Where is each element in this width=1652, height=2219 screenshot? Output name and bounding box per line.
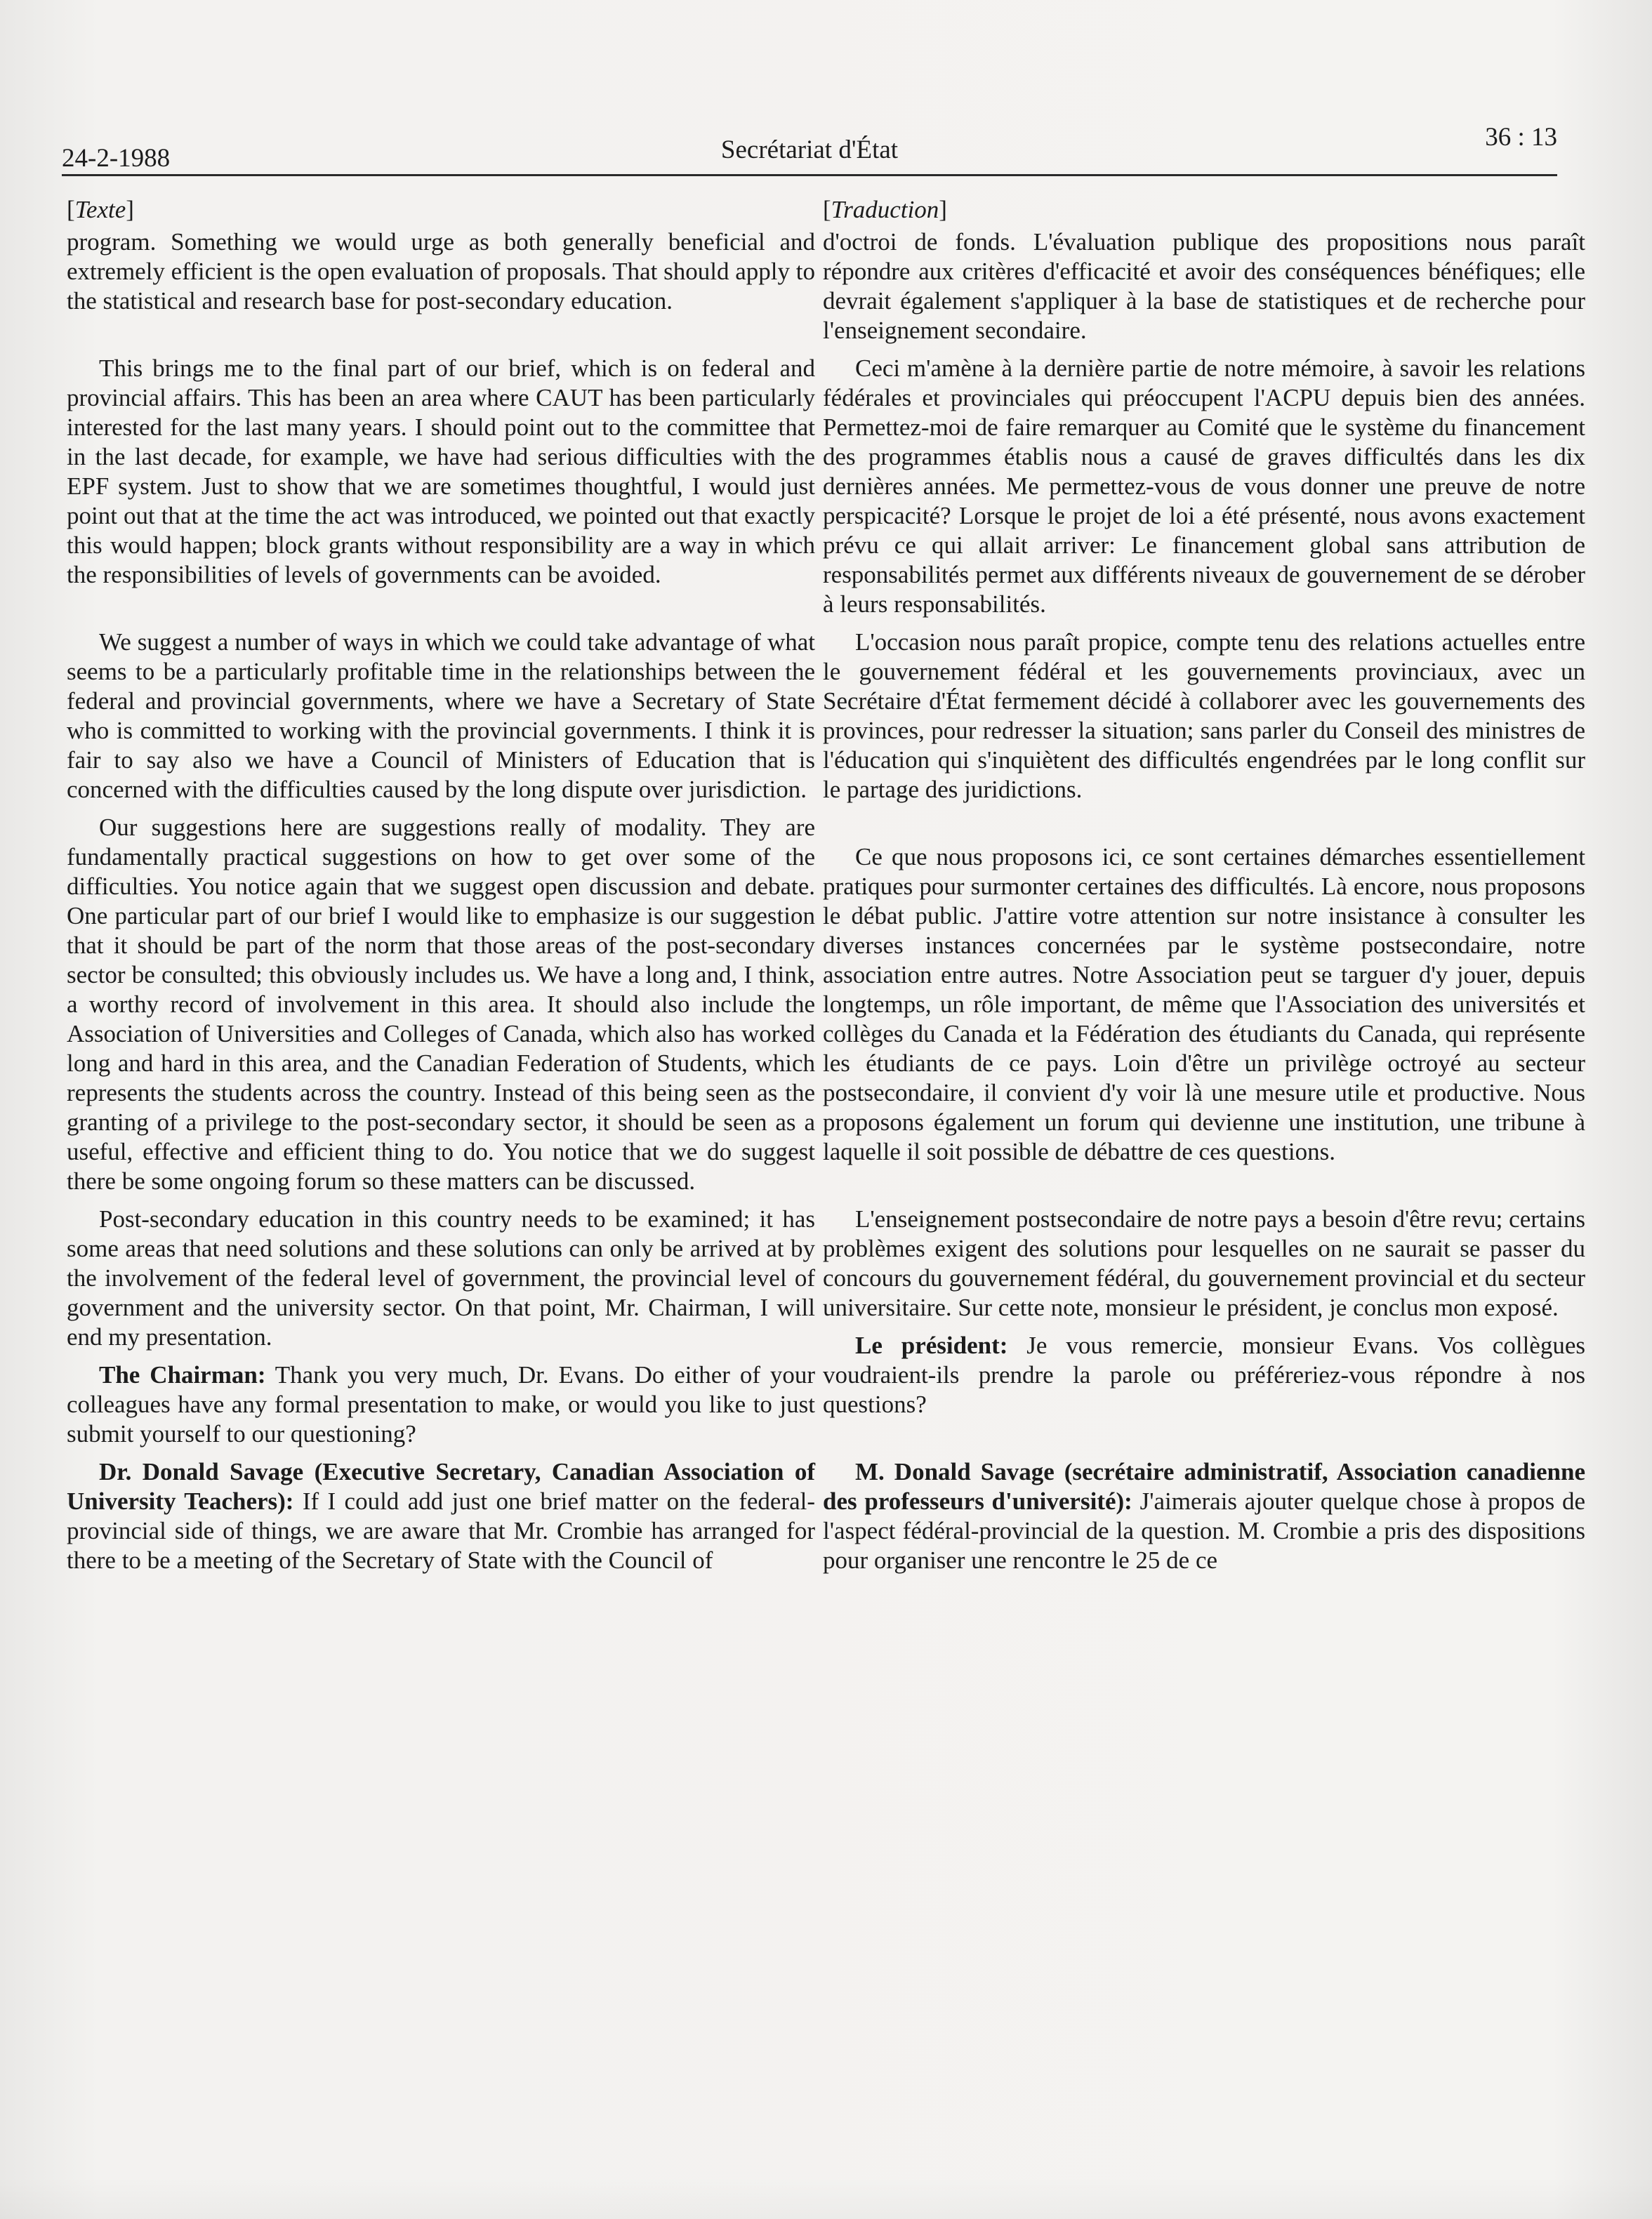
left-chairman-text: Thank you very much, Dr. Evans. Do either of your colleagues have any formal presentation to make, or would you like to just submit yourself to our questioning? xyxy=(67,1361,815,1448)
right-paragraph-5: L'enseignement postsecondaire de notre pays a besoin d'être revu; certains problèmes exigent des solutions pour lesquelles on ne saurait se passer du concours du gouvernement fédéral, du gouvernement provincial et du secteur universitaire. Sur cette note, monsieur le président, je conclus mon exposé. xyxy=(823,1205,1585,1321)
left-paragraph-3: We suggest a number of ways in which we could take advantage of what seems to be a particularly profitable time in the relationships between the federal and provincial governments, where we have a Secretary of State who is committed to working with the provincial governments. I think it is fair to say also we have a Council of Ministers of Education that is concerned with the difficulties caused by the long dispute over jurisdiction. xyxy=(67,628,815,803)
right-savage-speaker: M. Donald Savage (secrétaire administratif, Association canadienne des professeurs d'université): xyxy=(823,1458,1585,1515)
right-savage-text: J'aimerais ajouter quelque chose à propos de l'aspect fédéral-provincial de la question. M. Crombie a pris des dispositions pour organiser une rencontre le 25 de ce xyxy=(823,1488,1585,1574)
left-paragraph-5: Post-secondary education in this country needs to be examined; it has some areas that need solutions and these solutions can only be arrived at by the involvement of the federal level of government, the provincial level of government and the university sector. On that point, Mr. Chairman, I will end my presentation. xyxy=(67,1205,815,1351)
page-header xyxy=(62,119,1557,175)
header-page-number: 36 : 13 xyxy=(1485,123,1557,152)
left-column-label: [Texte] xyxy=(67,196,134,223)
right-savage-paragraph xyxy=(823,1457,1585,1575)
left-label-text: Texte xyxy=(74,196,126,223)
right-president-paragraph xyxy=(823,1331,1585,1419)
right-label-text: Traduction xyxy=(831,196,939,223)
left-savage-speaker: Dr. Donald Savage (Executive Secretary, Canadian Association of University Teachers): xyxy=(67,1458,815,1515)
left-paragraph-1: program. Something we would urge as both generally beneficial and extremely efficient is the open evaluation of proposals. That should apply to the statistical and research base for post-secondary education. xyxy=(67,228,815,314)
page-bottom-shade xyxy=(0,2177,1652,2219)
right-paragraph-4: Ce que nous proposons ici, ce sont certaines démarches essentiellement pratiques pour surmonter certaines des difficultés. Là encore, nous proposons le débat public. J'attire votre attention sur notre insistance à consulter les diverses instances concernées par le système postsecondaire, notre association entre autres. Notre Association peut se targuer d'y jouer, depuis longtemps, un rôle important, de même que l'Association des universités et collèges du Canada et la Fédération des étudiants du Canada, qui représente les étudiants de ce pays. Loin d'être un privilège octroyé au secteur postsecondaire, il convient d'y voir là une mesure utile et productive. Nous proposons également un forum qui devienne une institution, une tribune à laquelle il soit possible de débattre de ces questions. xyxy=(823,843,1585,1165)
header-title: Secrétariat d'État xyxy=(720,135,899,164)
right-paragraph-3: L'occasion nous paraît propice, compte tenu des relations actuelles entre le gouvernement fédéral et les gouvernements provinciaux, avec un Secrétaire d'État fermement décidé à collaborer avec les gouvernements des provinces, pour redresser la situation; sans parler du Conseil des ministres de l'éducation qui s'inquiètent des difficultés engendrées par le long conflit sur le partage des juridictions. xyxy=(823,628,1585,803)
right-column-label: [Traduction] xyxy=(823,196,947,223)
left-chairman-speaker: The Chairman: xyxy=(99,1361,266,1389)
left-chairman-paragraph xyxy=(67,1360,815,1449)
left-column xyxy=(67,195,815,1575)
left-paragraph-4: Our suggestions here are suggestions really of modality. They are fundamentally practical suggestions on how to get over some of the difficulties. You notice again that we suggest open discussion and debate. One particular part of our brief I would like to emphasize is our suggestion that it should be part of the norm that those areas of the post-secondary sector be consulted; this obviously includes us. We have a long and, I think, a worthy record of involvement in this area. It should also include the Association of Universities and Colleges of Canada, which also has worked long and hard in this area, and the Canadian Federation of Students, which represents the students across the country. Instead of this being seen as the granting of a privilege to the post-secondary sector, it should be seen as a useful, effective and efficient thing to do. You notice that we do suggest there be some ongoing forum so these matters can be discussed. xyxy=(67,814,815,1195)
right-paragraph-1: d'octroi de fonds. L'évaluation publique des propositions nous paraît répondre aux critères d'efficacité et avoir des conséquences bénéfiques; elle devrait également s'appliquer à la base de statistiques et de recherche pour l'enseignement secondaire. xyxy=(823,228,1585,344)
right-column xyxy=(823,195,1585,1575)
right-president-speaker: Le président: xyxy=(855,1332,1008,1359)
header-rule xyxy=(62,174,1557,176)
right-paragraph-2: Ceci m'amène à la dernière partie de notre mémoire, à savoir les relations fédérales et provinciales qui préoccupent l'ACPU depuis bien des années. Permettez-moi de faire remarquer au Comité que le système du financement des programmes établis nous a causé de graves difficultés dans les dix dernières années. Me permettez-vous de vous donner une preuve de notre perspicacité? Lorsque le projet de loi a été présenté, nous avons exactement prévu ce qui allait arriver: Le financement global sans attribution de responsabilités permet aux différents niveaux de gouvernement de se dérober à leurs responsabilités. xyxy=(823,355,1585,618)
left-savage-text: If I could add just one brief matter on the federal-provincial side of things, we are aware that Mr. Crombie has arranged for there to be a meeting of the Secretary of State with the Council of xyxy=(67,1488,815,1574)
right-president-text: Je vous remercie, monsieur Evans. Vos collègues voudraient-ils prendre la parole ou préféreriez-vous répondre à nos questions? xyxy=(823,1332,1585,1418)
left-savage-paragraph xyxy=(67,1457,815,1575)
left-paragraph-2: This brings me to the final part of our brief, which is on federal and provincial affairs. This has been an area where CAUT has been particularly interested for the last many years. I should point out to the committee that in the last decade, for example, we have had serious difficulties with the EPF system. Just to show that we are sometimes thoughtful, I would just point out that at the time the act was introduced, we pointed out that exactly this would happen; block grants without responsibility are a way in which the responsibilities of levels of governments can be avoided. xyxy=(67,355,815,588)
header-date: 24-2-1988 xyxy=(62,144,171,173)
